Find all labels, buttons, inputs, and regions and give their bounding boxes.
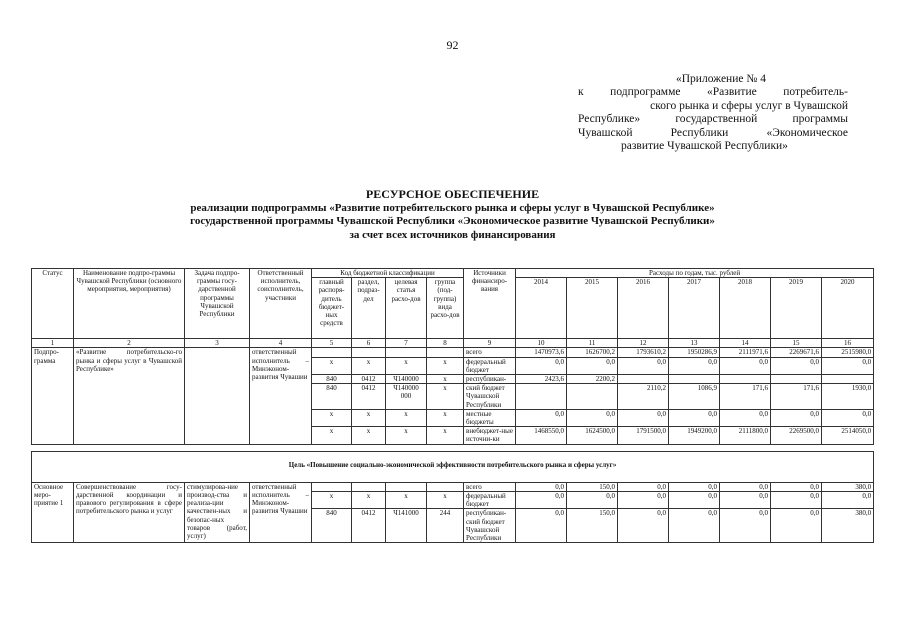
cell-section: 0412: [352, 384, 386, 410]
column-number: 16: [822, 339, 874, 348]
column-number: 14: [720, 339, 771, 348]
cell-value: 1470973,6: [516, 348, 567, 357]
cell-chief: х: [312, 409, 352, 426]
cell-chief: [312, 482, 352, 491]
cell-value: 0,0: [567, 492, 618, 509]
header-year: 2014: [516, 278, 567, 339]
cell-value: 171,6: [720, 384, 771, 410]
header-name: Наименование подпро-граммы Чувашской Республики (основного мероприятия, мероприятия): [74, 269, 185, 339]
header-year: 2019: [771, 278, 822, 339]
column-number: 4: [250, 339, 312, 348]
cell-value: 2269671,6: [771, 348, 822, 357]
cell-value: [567, 384, 618, 410]
cell-value: 0,0: [771, 409, 822, 426]
cell-section: [352, 348, 386, 357]
column-number: 1: [32, 339, 74, 348]
heading-line: за счет всех источников финансирования: [349, 228, 556, 241]
cell-target: х: [386, 427, 427, 444]
cell-value: 1930,0: [822, 384, 874, 410]
cell-group: [427, 348, 464, 357]
column-number: 7: [386, 339, 427, 348]
cell-source: местные бюджеты: [464, 409, 516, 426]
header-group: группа (под-группа) вида расхо-дов: [427, 278, 464, 339]
cell-group: х: [427, 409, 464, 426]
cell-group: [427, 482, 464, 491]
cell-value: 2514050,0: [822, 427, 874, 444]
cell-section: х: [352, 357, 386, 374]
cell-value: 2423,6: [516, 375, 567, 384]
column-number: 5: [312, 339, 352, 348]
cell-value: [771, 375, 822, 384]
heading-title: РЕСУРСНОЕ ОБЕСПЕЧЕНИЕ: [365, 187, 540, 201]
cell-value: 1086,9: [669, 384, 720, 410]
cell-section: х: [352, 492, 386, 509]
cell-value: 2269500,0: [771, 427, 822, 444]
column-numbers-row: [32, 339, 874, 348]
cell-value: 0,0: [618, 409, 669, 426]
cell-value: 380,0: [822, 482, 874, 491]
cell-value: 0,0: [567, 357, 618, 374]
cell-target: х: [386, 357, 427, 374]
cell-value: 0,0: [771, 357, 822, 374]
heading-line: реализации подпрограммы «Развитие потребительского рынка и сферы услуг в Чувашской Республике»: [190, 201, 715, 214]
cell-chief: [312, 348, 352, 357]
cell-value: 0,0: [618, 357, 669, 374]
cell-target: Ч140000: [386, 375, 427, 384]
header-row: [32, 269, 874, 278]
cell-section: [352, 482, 386, 491]
cell-value: 0,0: [771, 509, 822, 543]
column-number: 10: [516, 339, 567, 348]
cell-target: Ч140000 000: [386, 384, 427, 410]
cell-target: Ч141000: [386, 509, 427, 543]
cell-group: х: [427, 384, 464, 410]
cell-group: х: [427, 357, 464, 374]
cell-value: 0,0: [771, 492, 822, 509]
header-budget-code: Код бюджетной классификации: [312, 269, 464, 278]
cell-source: всего: [464, 348, 516, 357]
cell-group: 244: [427, 509, 464, 543]
cell-value: 0,0: [720, 357, 771, 374]
cell-chief: 840: [312, 509, 352, 543]
cell-value: 1624500,0: [567, 427, 618, 444]
cell-value: 1949200,0: [669, 427, 720, 444]
appendix-line: к подпрограмме «Развитие потребитель-: [578, 86, 848, 99]
cell-value: 0,0: [669, 357, 720, 374]
cell-status: Подпро-грамма: [32, 348, 74, 444]
column-number: 15: [771, 339, 822, 348]
cell-section: 0412: [352, 509, 386, 543]
cell-value: 1468550,0: [516, 427, 567, 444]
cell-source: ский бюджет Чувашской Республики: [464, 384, 516, 410]
cell-chief: 840: [312, 384, 352, 410]
cell-responsible: ответственный исполнитель – Минэконом-развития Чувашии: [250, 348, 312, 444]
cell-value: 0,0: [567, 409, 618, 426]
goal-row: [32, 451, 874, 482]
cell-value: 0,0: [720, 492, 771, 509]
cell-value: 0,0: [771, 482, 822, 491]
cell-value: 0,0: [822, 409, 874, 426]
cell-value: 171,6: [771, 384, 822, 410]
cell-value: 0,0: [516, 357, 567, 374]
cell-section: 0412: [352, 375, 386, 384]
cell-value: 0,0: [822, 357, 874, 374]
gap-cell: [32, 444, 874, 451]
cell-value: [669, 375, 720, 384]
cell-value: 0,0: [516, 482, 567, 491]
cell-target: [386, 482, 427, 491]
cell-value: 2110,2: [618, 384, 669, 410]
cell-chief: х: [312, 492, 352, 509]
appendix-line: развитие Чувашской Республики»: [621, 140, 788, 153]
cell-value: 2111971,6: [720, 348, 771, 357]
header-year: 2020: [822, 278, 874, 339]
heading-line: государственной программы Чувашской Республики «Экономическое развитие Чувашской Республики»: [190, 215, 715, 227]
header-task: Задача подпро-граммы госу-дарственной программы Чувашской Республики: [185, 269, 250, 339]
header-year: 2018: [720, 278, 771, 339]
appendix-line: «Приложение № 4: [676, 73, 766, 85]
cell-section: х: [352, 409, 386, 426]
cell-value: [516, 384, 567, 410]
cell-value: [720, 375, 771, 384]
cell-value: 150,0: [567, 509, 618, 543]
cell-value: 2200,2: [567, 375, 618, 384]
cell-value: 0,0: [720, 409, 771, 426]
cell-value: 380,0: [822, 509, 874, 543]
cell-section: х: [352, 427, 386, 444]
resource-table: [31, 268, 874, 543]
cell-target: х: [386, 409, 427, 426]
cell-value: 0,0: [720, 509, 771, 543]
column-number: 11: [567, 339, 618, 348]
cell-value: 0,0: [618, 509, 669, 543]
cell-group: х: [427, 375, 464, 384]
cell-chief: 840: [312, 375, 352, 384]
cell-source: федеральный бюджет: [464, 357, 516, 374]
column-number: 12: [618, 339, 669, 348]
column-number: 13: [669, 339, 720, 348]
cell-value: 2515980,0: [822, 348, 874, 357]
cell-value: 0,0: [669, 509, 720, 543]
gap-row: [32, 444, 874, 451]
cell-group: х: [427, 492, 464, 509]
goal-text: Цель «Повышение социально-экономической эффективности потребительского рынка и сферы услуг»: [32, 451, 874, 482]
cell-target: [386, 348, 427, 357]
cell-source: федеральный бюджет: [464, 492, 516, 509]
column-number: 9: [464, 339, 516, 348]
cell-value: 1626700,2: [567, 348, 618, 357]
header-sources: Источники финансиро-вания: [464, 269, 516, 339]
cell-value: 0,0: [516, 409, 567, 426]
column-number: 3: [185, 339, 250, 348]
table-row: [32, 482, 874, 491]
cell-source: республикан-: [464, 375, 516, 384]
cell-value: 0,0: [669, 482, 720, 491]
cell-value: 150,0: [567, 482, 618, 491]
document-heading: [0, 188, 905, 242]
cell-status: Основное меро-приятие 1: [32, 482, 74, 542]
cell-value: 0,0: [669, 409, 720, 426]
cell-value: 0,0: [618, 482, 669, 491]
cell-chief: х: [312, 427, 352, 444]
column-number: 8: [427, 339, 464, 348]
cell-target: х: [386, 492, 427, 509]
appendix-line: ского рынка и сферы услуг в Чувашской: [650, 99, 848, 112]
appendix-note: [578, 73, 848, 153]
cell-task: [185, 348, 250, 444]
cell-name: «Развитие потребительско-го рынка и сферы услуг в Чувашской Республике»: [74, 348, 185, 444]
header-responsible: Ответственный исполнитель, соисполнитель, участники: [250, 269, 312, 339]
cell-responsible: ответственный исполнитель – Минэконом-развития Чувашии: [250, 482, 312, 542]
header-status: Статус: [32, 269, 74, 339]
cell-group: х: [427, 427, 464, 444]
cell-value: 1793610,2: [618, 348, 669, 357]
cell-chief: х: [312, 357, 352, 374]
cell-value: 0,0: [618, 492, 669, 509]
appendix-line: Чувашской Республики «Экономическое: [578, 126, 848, 139]
column-number: 6: [352, 339, 386, 348]
header-year: 2016: [618, 278, 669, 339]
cell-value: 0,0: [669, 492, 720, 509]
cell-task: стимулирова-ние производ-ства и реализа-ции качествен-ных и безопас-ных товаров (работ, услуг): [185, 482, 250, 542]
cell-value: 2111800,0: [720, 427, 771, 444]
cell-value: [618, 375, 669, 384]
header-year: 2015: [567, 278, 618, 339]
table-row: [32, 348, 874, 357]
cell-value: 1791500,0: [618, 427, 669, 444]
header-section: раздел, подраз-дел: [352, 278, 386, 339]
header-chief: главный распоря-дитель бюджет-ных средств: [312, 278, 352, 339]
appendix-line: Республике» государственной программы: [578, 113, 848, 126]
cell-name: Совершенствование госу-дарственной координации и правового регулирования в сфере потребительского рынка и услуг: [74, 482, 185, 542]
cell-source: всего: [464, 482, 516, 491]
header-expenses: Расходы по годам, тыс. рублей: [516, 269, 874, 278]
cell-value: [822, 375, 874, 384]
column-number: 2: [74, 339, 185, 348]
cell-value: 0,0: [720, 482, 771, 491]
page-number: 92: [446, 38, 459, 52]
cell-value: 0,0: [822, 492, 874, 509]
cell-value: 1950286,9: [669, 348, 720, 357]
cell-source: внебюджет-ные источни-ки: [464, 427, 516, 444]
cell-value: 0,0: [516, 509, 567, 543]
cell-value: 0,0: [516, 492, 567, 509]
cell-source: республикан-ский бюджет Чувашской Республики: [464, 509, 516, 543]
header-year: 2017: [669, 278, 720, 339]
header-target: целевая статья расхо-дов: [386, 278, 427, 339]
